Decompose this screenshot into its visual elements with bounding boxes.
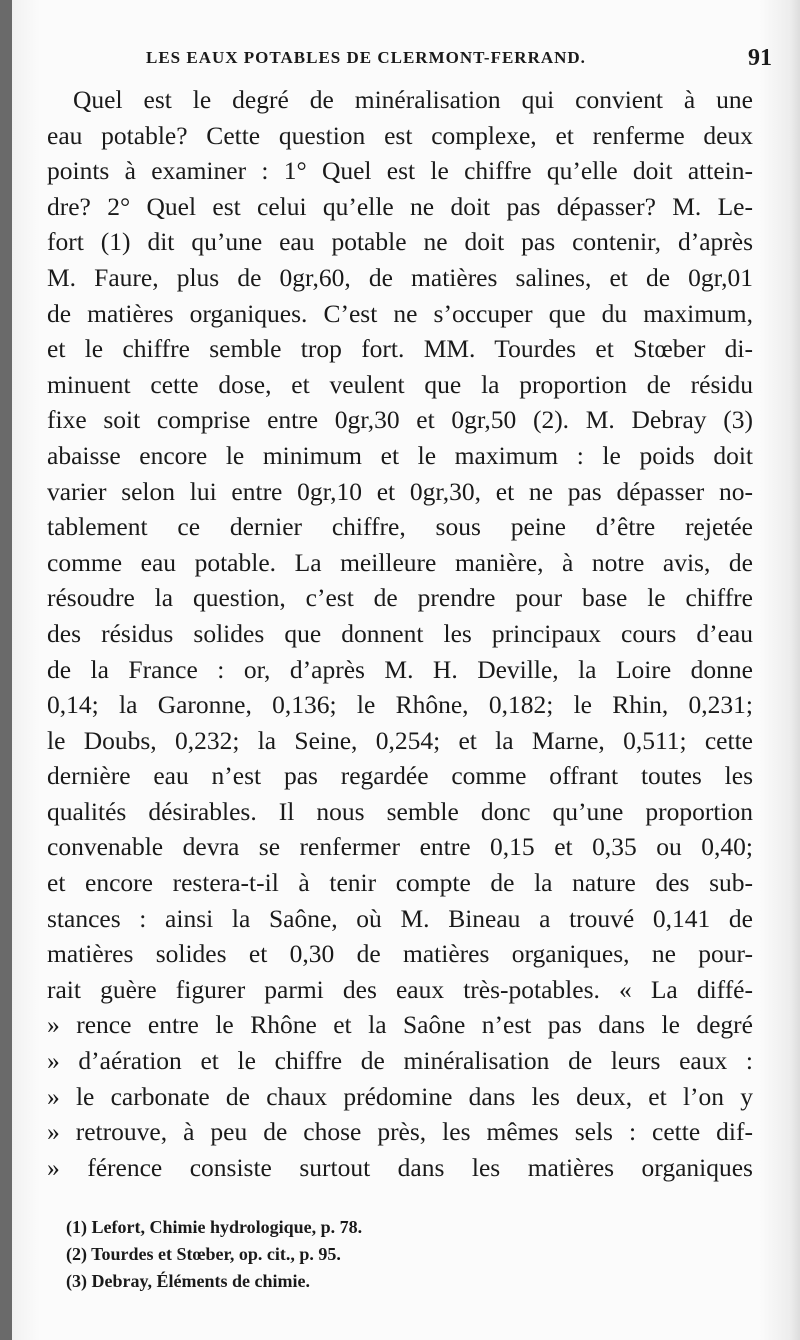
text-line: et encore restera-t-il à tenir compte de la nature des sub- xyxy=(47,868,753,898)
text-line: M. Faure, plus de 0gr,60, de matières salines, et de 0gr,01 xyxy=(47,262,753,292)
body-text xyxy=(47,82,753,1185)
text-line: tablement ce dernier chiffre, sous peine d’être rejetée xyxy=(47,512,753,542)
text-line: » retrouve, à peu de chose près, les mêmes sels : cette dif- xyxy=(47,1117,753,1147)
text-line: » rence entre le Rhône et la Saône n’est pas dans le degré xyxy=(47,1010,753,1040)
text-line: Quel est le degré de minéralisation qui convient à une xyxy=(73,85,753,114)
text-line: » d’aération et le chiffre de minéralisation de leurs eaux : xyxy=(47,1046,753,1076)
text-line: matières solides et 0,30 de matières organiques, ne pour- xyxy=(47,939,753,969)
footnote-3: (3) Debray, Éléments de chimie. xyxy=(66,1271,310,1291)
text-line: et le chiffre semble trop fort. MM. Tourdes et Stœber di- xyxy=(47,334,753,364)
text-line: des résidus solides que donnent les principaux cours d’eau xyxy=(47,618,753,648)
text-line: eau potable? Cette question est complexe, et renferme deux xyxy=(47,120,753,150)
text-line: » férence consiste surtout dans les matières organiques xyxy=(47,1152,753,1182)
footnote-2: (2) Tourdes et Stœber, op. cit., p. 95. xyxy=(66,1244,341,1264)
running-head: LES EAUX POTABLES DE CLERMONT-FERRAND. xyxy=(146,48,586,67)
text-line: de matières organiques. C’est ne s’occuper que du maximum, xyxy=(47,298,753,328)
text-line: » le carbonate de chaux prédomine dans les deux, et l’on y xyxy=(47,1081,753,1111)
text-line: points à examiner : 1° Quel est le chiffre qu’elle doit attein- xyxy=(47,156,753,186)
text-line: comme eau potable. La meilleure manière, à notre avis, de xyxy=(47,547,753,577)
footnotes xyxy=(66,1214,746,1295)
text-line: rait guère figurer parmi des eaux très-potables. « La diffé- xyxy=(47,974,753,1004)
text-line: de la France : or, d’après M. H. Deville, la Loire donne xyxy=(47,654,753,684)
text-line: résoudre la question, c’est de prendre pour base le chiffre xyxy=(47,583,753,613)
page-number: 91 xyxy=(748,44,772,71)
page-header xyxy=(146,38,776,78)
text-line: varier selon lui entre 0gr,10 et 0gr,30, et ne pas dépasser no- xyxy=(47,476,753,506)
page-spine-edge xyxy=(0,0,12,1340)
text-line: abaisse encore le minimum et le maximum : le poids doit xyxy=(47,440,753,470)
text-line: fixe soit comprise entre 0gr,30 et 0gr,50 (2). M. Debray (3) xyxy=(47,405,753,435)
text-line: stances : ainsi la Saône, où M. Bineau a trouvé 0,141 de xyxy=(47,903,753,933)
text-line: qualités désirables. Il nous semble donc qu’une proportion xyxy=(47,796,753,826)
text-line: minuent cette dose, et veulent que la proportion de résidu xyxy=(47,369,753,399)
text-line: convenable devra se renfermer entre 0,15 et 0,35 ou 0,40; xyxy=(47,832,753,862)
text-line: dre? 2° Quel est celui qu’elle ne doit pas dépasser? M. Le- xyxy=(47,191,753,221)
text-line: fort (1) dit qu’une eau potable ne doit pas contenir, d’après xyxy=(47,227,753,257)
text-line: le Doubs, 0,232; la Seine, 0,254; et la Marne, 0,511; cette xyxy=(47,725,753,755)
footnote-1: (1) Lefort, Chimie hydrologique, p. 78. xyxy=(66,1217,363,1237)
text-line: 0,14; la Garonne, 0,136; le Rhône, 0,182; le Rhin, 0,231; xyxy=(47,690,753,720)
text-line: dernière eau n’est pas regardée comme offrant toutes les xyxy=(47,761,753,791)
